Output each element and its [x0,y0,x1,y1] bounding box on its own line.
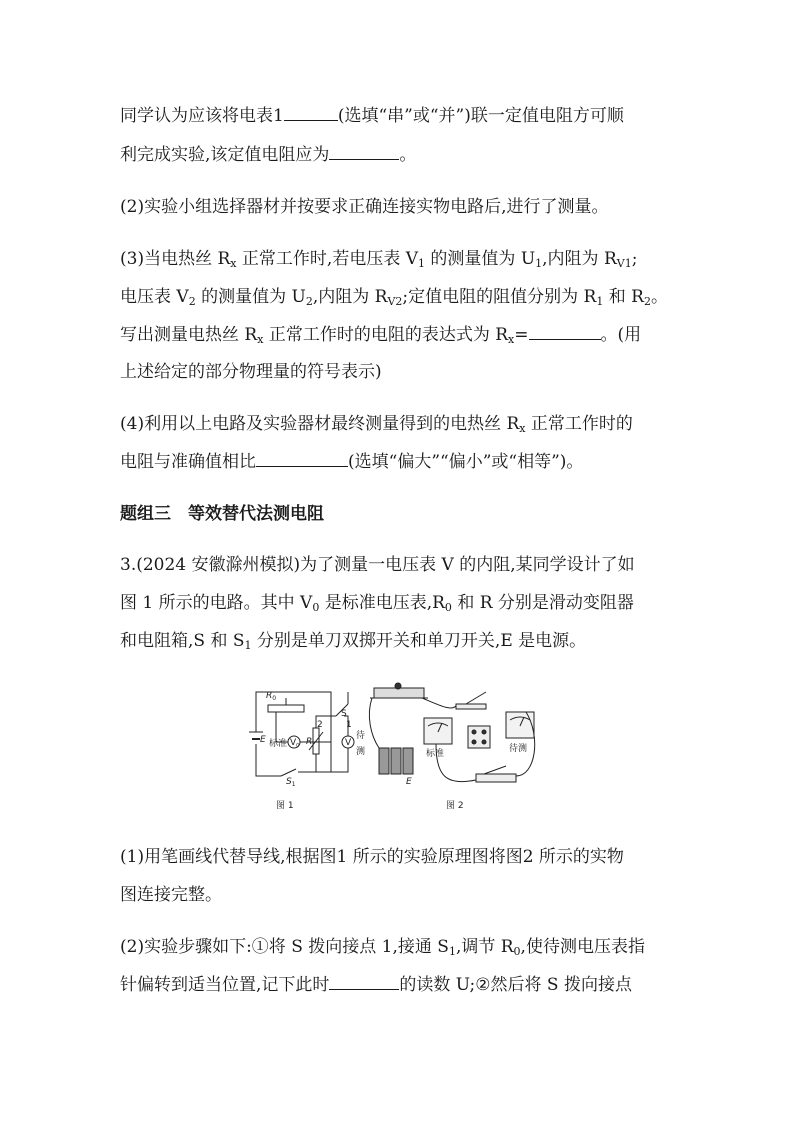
label-standard: 标准 [269,739,288,749]
label-v: V [345,738,352,748]
circuit-figure [236,676,566,821]
text-line: 利完成实验,该定值电阻应为 。 [120,145,417,165]
label-v0: $V_0$ [290,738,300,749]
question-3-line-1: 3.(2024 安徽滁州模拟)为了测量一电压表 V 的内阻,某同学设计了如 [120,555,635,575]
text-line: 同学认为应该将电表1 (选填“串”或“并”)联一定值电阻方可顺 [120,106,624,126]
label-2: 2 [317,720,323,730]
label-standard-2: 标准 [426,749,445,759]
answer-blank[interactable] [284,104,338,121]
answer-blank[interactable] [256,450,348,467]
label-ce: 测 [356,747,366,757]
part-3-line-4: 上述给定的部分物理量的符号表示) [120,362,382,382]
q3-part-2-line-1: (2)实验步骤如下:①将 S 拨向接点 1,接通 $S_1$,调节 $R_0$,使待测电压表指 [120,937,645,958]
answer-blank[interactable] [529,323,601,340]
part-2: (2)实验小组选择器材并按要求正确连接实物电路后,进行了测量。 [120,197,609,217]
part-4-line-1: (4)利用以上电路及实验器材最终测量得到的电热丝 $R_x$ 正常工作时的 [120,414,633,435]
label-r: R [306,737,313,747]
question-3-line-2: 图 1 所示的电路。其中 $V_0$ 是标准电压表$,R_0$ 和 R 分别是滑动变阻器 [120,593,634,614]
label-r0: $R_0$ [266,691,277,702]
part-3-line-1: (3)当电热丝 $R_x$ 正常工作时,若电压表 $V_1$ 的测量值为 $U_1$,内阻为 $R_{V1}$; [120,249,638,270]
part-3-line-3: 写出测量电热丝 $R_x$ 正常工作时的电阻的表达式为 $R_x=$ 。(用 [120,325,642,346]
question-3-line-3: 和电阻箱,S 和 $S_1$ 分别是单刀双掷开关和单刀开关,E 是电源。 [120,631,587,652]
answer-blank[interactable] [329,143,399,160]
figure-2-apparatus [369,683,534,782]
label-s: S [341,709,347,719]
q3-part-1-line-2: 图连接完整。 [120,885,222,905]
part-4-line-2: 电阻与准确值相比 (选填“偏大”“偏小”或“相等”)。 [120,452,584,472]
section-heading: 题组三 等效替代法测电阻 [120,504,324,524]
label-e2: E [406,777,412,787]
part-3-line-2: 电压表 $V_2$ 的测量值为 $U_2$,内阻为 $R_{V2}$;定值电阻的阻值分别为 $R_1$ 和 $R_2$。 [120,287,668,308]
figure-1-caption: 图 1 [276,801,294,811]
label-1: 1 [346,720,352,730]
q3-part-2-line-2: 针偏转到适当位置,记下此时 的读数 U;②然后将 S 拨向接点 [120,975,632,995]
label-e: E [260,735,266,745]
label-dai: 待 [356,731,366,741]
answer-blank[interactable] [329,973,399,990]
q3-part-1-line-1: (1)用笔画线代替导线,根据图1 所示的实验原理图将图2 所示的实物 [120,847,624,867]
figure-1-schematic [249,692,354,776]
label-s1: $S_1$ [286,777,296,788]
figure-2-caption: 图 2 [446,801,464,811]
label-under-test: 待测 [509,744,528,754]
